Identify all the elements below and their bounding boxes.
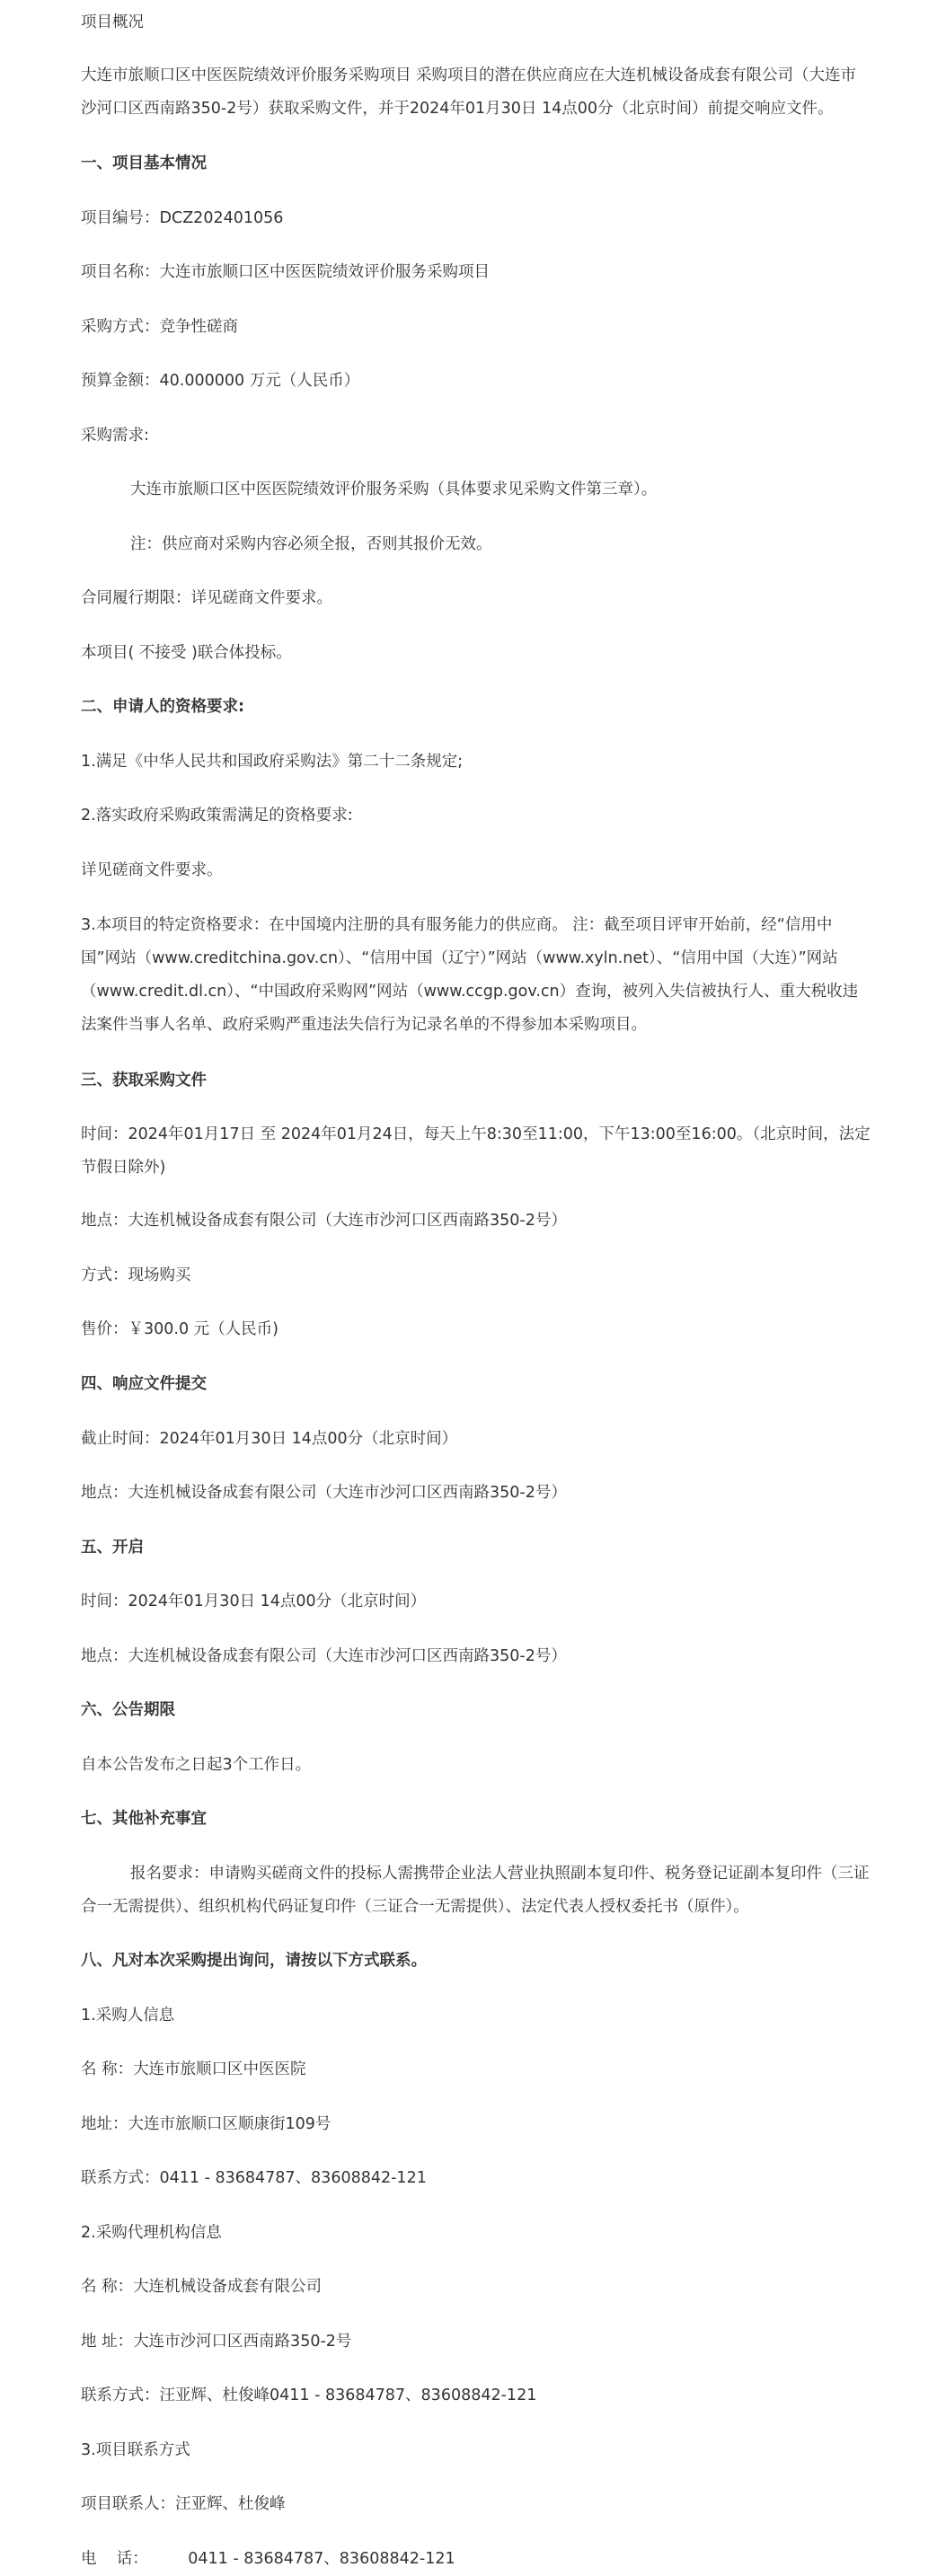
project-contact-person: 项目联系人：汪亚辉、杜俊峰 [81, 2495, 286, 2513]
project-contact-phone: 电 话： 0411 - 83684787、83608842-121 [81, 2550, 455, 2568]
section-1-heading: 一、项目基本情况 [81, 154, 207, 172]
project-contact-title: 3.项目联系方式 [81, 2441, 190, 2459]
overview-intro: 大连市旅顺口区中医医院绩效评价服务采购项目 采购项目的潜在供应商应在大连机械设备成套有限公司（大连市沙河口区西南路350-2号）获取采购文件，并于2024年01月30日 14点00分（北京时间）前提交响应文件。 [81, 66, 857, 118]
document-price: 售价：￥300.0 元（人民币) [81, 1320, 278, 1338]
demand-note: 注：供应商对采购内容必须全报，否则其报价无效。 [130, 535, 492, 553]
contract-period: 合同履行期限：详见磋商文件要求。 [81, 589, 332, 607]
section-4-heading: 四、响应文件提交 [81, 1375, 207, 1393]
supplementary-note: 报名要求：申请购买磋商文件的投标人需携带企业法人营业执照副本复印件、税务登记证副本复印件（三证合一无需提供）、组织机构代码证复印件（三证合一无需提供）、法定代表人授权委托书（原件）。 [81, 1865, 870, 1916]
buyer-contact: 联系方式：0411 - 83684787、83608842-121 [81, 2169, 427, 2187]
qualification-item-2: 2.落实政府采购政策需满足的资格要求: [81, 807, 353, 825]
project-name: 项目名称：大连市旅顺口区中医医院绩效评价服务采购项目 [81, 263, 490, 281]
notice-period: 自本公告发布之日起3个工作日。 [81, 1756, 312, 1774]
buyer-address: 地址：大连市旅顺口区顺康街109号 [81, 2115, 332, 2133]
section-3-heading: 三、获取采购文件 [81, 1072, 207, 1090]
obtain-place: 地点：大连机械设备成套有限公司（大连市沙河口区西南路350-2号） [81, 1212, 567, 1230]
overview-title: 项目概况 [81, 13, 144, 31]
buyer-name: 名 称：大连市旅顺口区中医医院 [81, 2060, 306, 2078]
demand-label: 采购需求: [81, 427, 149, 445]
obtain-time: 时间：2024年01月17日 至 2024年01月24日，每天上午8:30至11:00，下午13:00至16:00。（北京时间，法定节假日除外) [81, 1125, 871, 1177]
section-2-heading: 二、申请人的资格要求: [81, 698, 244, 716]
project-number: 项目编号：DCZ202401056 [81, 209, 284, 227]
consortium-note: 本项目( 不接受 )联合体投标。 [81, 644, 292, 662]
qualification-item-1: 1.满足《中华人民共和国政府采购法》第二十二条规定; [81, 753, 464, 771]
agent-name: 名 称：大连机械设备成套有限公司 [81, 2278, 323, 2296]
budget-amount: 预算金额：40.000000 万元（人民币） [81, 372, 360, 390]
buyer-info-title: 1.采购人信息 [81, 2007, 175, 2025]
qualification-item-2-detail: 详见磋商文件要求。 [81, 861, 223, 879]
section-5-heading: 五、开启 [81, 1539, 144, 1557]
section-6-heading: 六、公告期限 [81, 1701, 175, 1719]
submission-deadline: 截止时间：2024年01月30日 14点00分（北京时间） [81, 1430, 458, 1448]
opening-time: 时间：2024年01月30日 14点00分（北京时间） [81, 1592, 427, 1610]
demand-text: 大连市旅顺口区中医医院绩效评价服务采购（具体要求见采购文件第三章）。 [130, 481, 658, 498]
procurement-method: 采购方式：竞争性磋商 [81, 318, 238, 336]
obtain-way: 方式：现场购买 [81, 1266, 191, 1284]
section-7-heading: 七、其他补充事宜 [81, 1810, 207, 1828]
submission-place: 地点：大连机械设备成套有限公司（大连市沙河口区西南路350-2号） [81, 1484, 567, 1502]
agent-info-title: 2.采购代理机构信息 [81, 2224, 222, 2242]
agent-address: 地 址：大连市沙河口区西南路350-2号 [81, 2333, 352, 2351]
section-8-heading: 八、凡对本次采购提出询问，请按以下方式联系。 [81, 1952, 427, 1970]
opening-place: 地点：大连机械设备成套有限公司（大连市沙河口区西南路350-2号） [81, 1647, 567, 1665]
qualification-item-3: 3.本项目的特定资格要求：在中国境内注册的具有服务能力的供应商。 注：截至项目评审开始前，经“信用中国”网站（www.creditchina.gov.cn）、“信用中国（辽宁）”网站（www.xyln.net）、“信用中国（大连）”网站（www.credit.dl.cn）、“中国政府采购网”网站（www.ccgp.gov.cn）查询，被列入失信被执行人、重大税收违法案件当事人名单、政府采购严重违法失信行为记录名单的不得参加本采购项目。 [81, 916, 859, 1034]
agent-contact: 联系方式：汪亚辉、杜俊峰0411 - 83684787、83608842-121 [81, 2386, 537, 2404]
